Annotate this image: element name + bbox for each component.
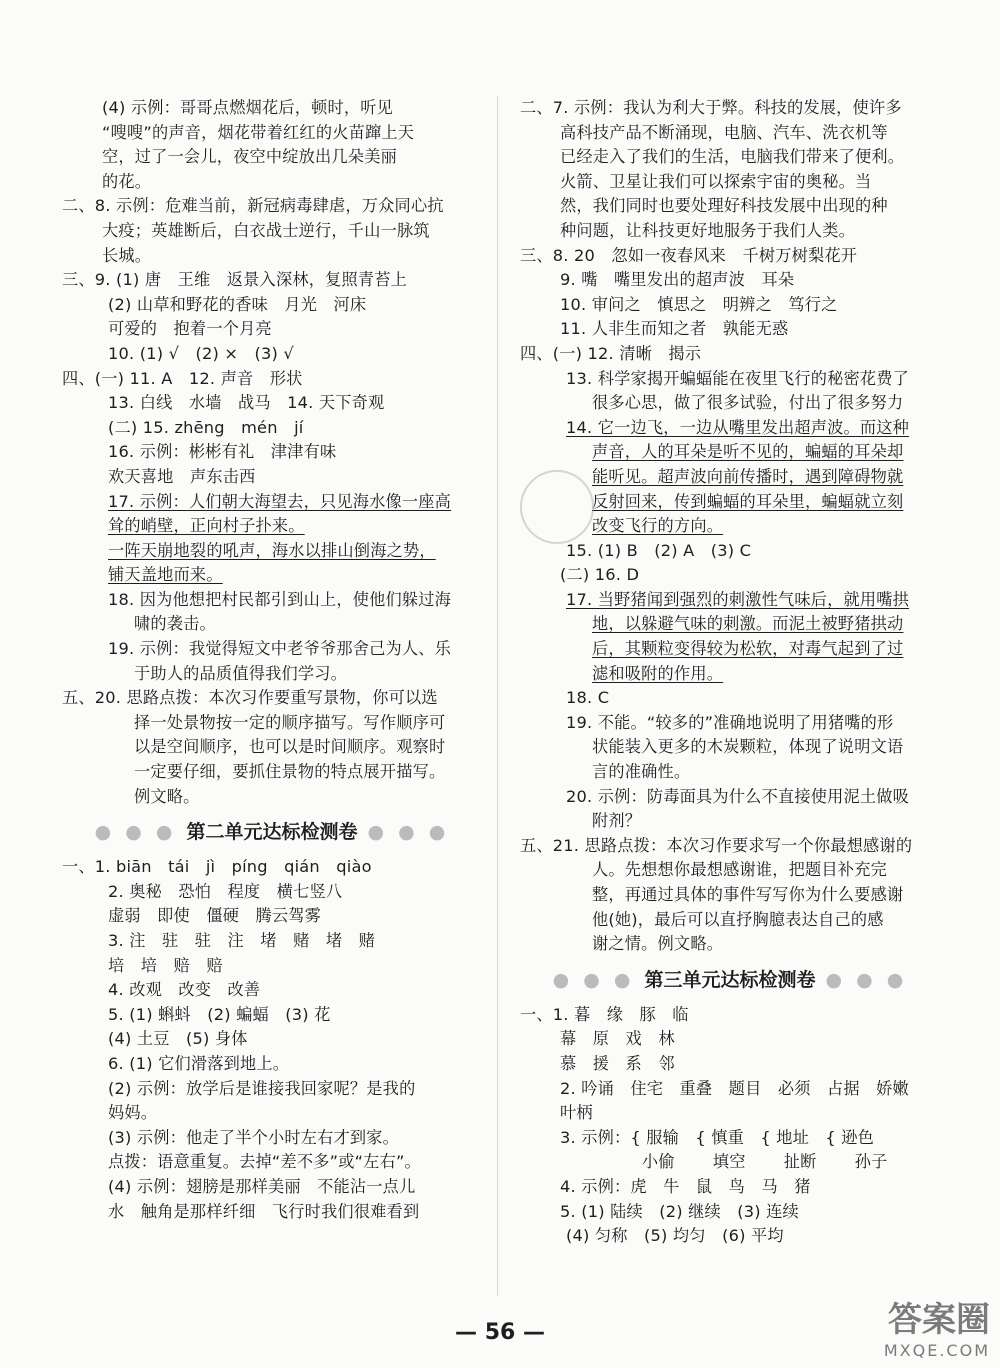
answer-line: 小偷 填空 扯断 孙子 — [560, 1152, 888, 1172]
answer-line: 培 培 赔 赔 — [108, 955, 223, 975]
answer-line: 17. 示例：人们朝大海望去，只见海水像一座高 — [108, 491, 452, 511]
answer-line: 附剂？ — [592, 811, 642, 831]
answer-line: 慕 援 系 邻 — [560, 1053, 675, 1073]
answer-line: 改变飞行的方向。 — [592, 516, 724, 536]
answer-line: 言的准确性。 — [592, 762, 691, 782]
answer-line: 五、20. 思路点拨：本次习作要重写景物，你可以选 — [62, 688, 438, 708]
answer-line: (4) 示例：翅膀是那样美丽 不能沾一点儿 — [108, 1176, 416, 1196]
answer-line: 整，再通过具体的事件写写你为什么要感谢 — [592, 885, 904, 904]
answer-line: 然，我们同时也要处理好科技发展中出现的种 — [560, 196, 888, 216]
answer-line: 反射回来，传到蝙蝠的耳朵里，蝙蝠就立刻 — [592, 491, 904, 511]
answer-line: 15. (1) B (2) A (3) C — [566, 540, 752, 560]
answer-line: 16. 示例：彬彬有礼 津津有味 — [108, 442, 337, 462]
answer-line: 空，过了一会儿，夜空中绽放出几朵美丽 — [102, 147, 397, 167]
section-title-text: 第三单元达标检测卷 — [644, 968, 816, 991]
column-divider — [497, 96, 498, 1296]
answer-line: 谢之情。例文略。 — [592, 934, 724, 954]
answer-line: 四、(一) 12. 清晰 揭示 — [520, 343, 702, 363]
answer-line: 四、(一) 11. A 12. 声音 形状 — [62, 368, 303, 388]
answer-line: (4) 匀称 (5) 均匀 (6) 平均 — [566, 1226, 784, 1246]
answer-line: 铺天盖地而来。 — [108, 565, 223, 585]
answer-line: 10. (1) √ (2) × (3) √ — [108, 343, 294, 363]
answer-line: 6. (1) 它们滑落到地上。 — [108, 1053, 290, 1073]
answer-line: 11. 人非生而知之者 孰能无惑 — [560, 319, 789, 339]
answer-line: 4. 示例：虎 牛 鼠 鸟 马 猪 — [560, 1176, 811, 1196]
answer-line: 择一处景物按一定的顺序描写。写作顺序可 — [134, 712, 446, 732]
answer-line: 例文略。 — [134, 786, 200, 806]
answer-line: 3. 注 驻 驻 注 堵 赌 堵 赌 — [108, 931, 376, 950]
answer-line: 种问题，让科技更好地服务于我们人类。 — [560, 220, 855, 240]
section-title-text: 第二单元达标检测卷 — [186, 821, 358, 844]
answer-line: 13. 白线 水墙 战马 14. 天下奇观 — [108, 393, 385, 413]
answer-line: 耸的峭壁，正向村子扑来。 — [108, 516, 305, 536]
answer-line: 20. 示例：防毒面具为什么不直接使用泥土做吸 — [566, 786, 910, 806]
answer-line: 长城。 — [102, 245, 152, 265]
answer-line: 4. 改观 改变 改善 — [108, 980, 261, 1000]
decorative-dots: ● ● ● — [552, 968, 645, 991]
watermark-url: MXQE.COM — [883, 1341, 990, 1360]
answer-line: 地，以躲避气味的刺激。而泥土被野猪拱动 — [592, 614, 904, 634]
answer-line: 大疫；英雄断后，白衣战士逆行，千山一脉筑 — [102, 220, 430, 240]
answer-line: 10. 审问之 慎思之 明辨之 笃行之 — [560, 294, 838, 314]
decorative-dots: ● ● ● — [94, 821, 187, 844]
answer-line: 声音，人的耳朵是听不见的，蝙蝠的耳朵却 — [592, 442, 904, 462]
answer-line: 已经走入了我们的生活，电脑我们带来了便利。 — [560, 147, 905, 167]
answer-line: 二、7. 示例：我认为利大于弊。科技的发展，使许多 — [520, 98, 902, 117]
answer-line: 后，其颗粒变得较为松软，对毒气起到了过 — [592, 639, 904, 659]
answer-line: 以是空间顺序，也可以是时间顺序。观察时 — [134, 737, 446, 757]
left-column — [62, 96, 482, 1224]
answer-line: 滤和吸附的作用。 — [592, 663, 724, 683]
answer-line: 9. 嘴 嘴里发出的超声波 耳朵 — [560, 270, 795, 290]
answer-line: 水 触角是那样纤细 飞行时我们很难看到 — [108, 1201, 420, 1221]
answer-line: 高科技产品不断涌现，电脑、汽车、洗衣机等 — [560, 122, 888, 142]
decorative-dots: ● ● ● — [357, 821, 450, 844]
answer-line: 2. 奥秘 恐怕 程度 横七竖八 — [108, 881, 343, 901]
answer-line: 5. (1) 陆续 (2) 继续 (3) 连续 — [560, 1201, 799, 1221]
answer-line: 妈妈。 — [108, 1103, 158, 1123]
answer-line: 人。先想想你最想感谢谁，把题目补充完 — [592, 860, 887, 880]
answer-line: (二) 16. D — [560, 565, 640, 585]
page-number: — 56 — — [455, 1320, 545, 1345]
answer-line: 2. 吟诵 住宅 重叠 题目 必须 占据 娇嫩 — [560, 1078, 909, 1098]
answer-line: 17. 当野猪闻到强烈的刺激性气味后，就用嘴拱 — [566, 589, 910, 609]
answer-line: 18. C — [566, 688, 610, 708]
answer-line: 啸的袭击。 — [134, 614, 216, 634]
answer-line: (4) 土豆 (5) 身体 — [108, 1029, 248, 1049]
answer-line: 3. 示例：{ 服输 { 慎重 { 地址 { 逊色 — [560, 1127, 874, 1147]
right-column — [520, 96, 940, 1249]
answer-line: 二、8. 示例：危难当前，新冠病毒肆虐，万众同心抗 — [62, 196, 444, 216]
answer-line: 一阵天崩地裂的吼声，海水以排山倒海之势， — [108, 540, 436, 560]
answer-line: 5. (1) 蝌蚪 (2) 蝙蝠 (3) 花 — [108, 1004, 331, 1024]
answer-line: 于助人的品质值得我们学习。 — [134, 663, 348, 683]
decorative-dots: ● ● ● — [815, 968, 908, 991]
stamp-seal — [520, 470, 594, 544]
answer-line: 可爱的 抱着一个月亮 — [108, 319, 272, 339]
answer-line: 很多心思，做了很多试验，付出了很多努力 — [592, 393, 904, 413]
section-title — [62, 815, 482, 849]
answer-line: 五、21. 思路点拨：本次习作要求写一个你最想感谢的 — [520, 835, 913, 855]
answer-line: 叶柄 — [560, 1103, 593, 1123]
answer-line: 点拨：语意重复。去掉“差不多”或“左右”。 — [108, 1152, 421, 1172]
answer-line: (4) 示例：哥哥点燃烟花后，顿时，听见 — [102, 98, 394, 117]
answer-line: (3) 示例：他走了半个小时左右才到家。 — [108, 1127, 400, 1147]
answer-line: (2) 示例：放学后是谁接我回家呢？是我的 — [108, 1078, 416, 1098]
answer-line: 状能装入更多的木炭颗粒，体现了说明文语 — [592, 737, 904, 757]
answer-line: 三、8. 20 忽如一夜春风来 千树万树梨花开 — [520, 245, 858, 265]
watermark — [884, 1292, 990, 1360]
answer-line: 虚弱 即使 僵硬 腾云驾雾 — [108, 906, 322, 926]
section-title — [520, 963, 940, 997]
answer-line: 18. 因为他想把村民都引到山上，使他们躲过海 — [108, 589, 452, 609]
answer-line: 一、1. 暮 缘 豚 临 — [520, 1004, 689, 1024]
answer-line: 19. 示例：我觉得短文中老爷爷那舍己为人、乐 — [108, 639, 452, 659]
answer-line: “嗖嗖”的声音，烟花带着红红的火苗蹿上天 — [102, 122, 415, 142]
answer-line: 火箭、卫星让我们可以探索宇宙的奥秘。当 — [560, 171, 872, 191]
answer-line: 13. 科学家揭开蝙蝠能在夜里飞行的秘密花费了 — [566, 368, 910, 388]
answer-line: 一定要仔细，要抓住景物的特点展开描写。 — [134, 762, 446, 782]
answer-line: 欢天喜地 声东击西 — [108, 466, 256, 486]
watermark-logo-text: 答案圈 — [888, 1300, 990, 1340]
answer-line: 14. 它一边飞，一边从嘴里发出超声波。而这种 — [566, 417, 910, 437]
answer-line: 一、1. biān tái jì píng qián qiào — [62, 857, 372, 877]
answer-line: 幕 原 戏 林 — [560, 1029, 675, 1049]
answer-line: 他(她)，最后可以直抒胸臆表达自己的感 — [592, 909, 884, 929]
answer-line: 的花。 — [102, 171, 152, 191]
answer-line: 能听见。超声波向前传播时，遇到障碍物就 — [592, 466, 904, 486]
answer-line: 三、9. (1) 唐 王维 返景入深林，复照青苔上 — [62, 270, 408, 290]
answer-line: (2) 山草和野花的香味 月光 河床 — [108, 294, 367, 314]
answer-line: 19. 不能。“较多的”准确地说明了用猪嘴的形 — [566, 712, 894, 732]
answer-line: (二) 15. zhēng mén jí — [108, 417, 304, 437]
